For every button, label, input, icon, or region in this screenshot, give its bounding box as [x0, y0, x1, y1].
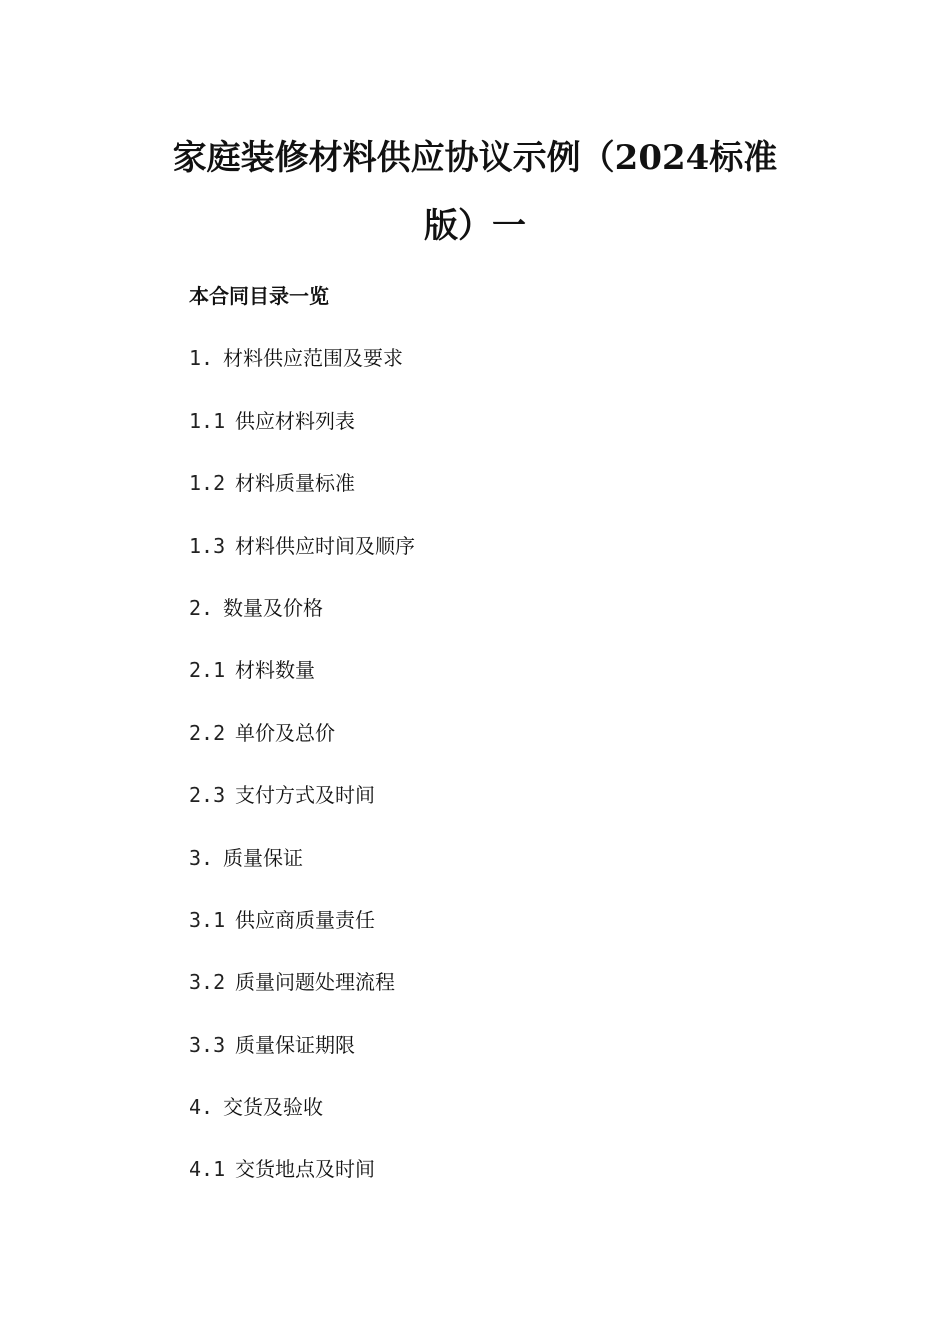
toc-item — [189, 528, 809, 590]
toc-item-number: 1.2 — [189, 471, 226, 496]
toc-item-text: 供应商质量责任 — [235, 907, 375, 932]
toc-item — [189, 340, 809, 402]
toc-item — [189, 1027, 809, 1089]
toc-item — [189, 777, 809, 839]
toc-item — [189, 465, 809, 527]
toc-item-number: 3.3 — [189, 1032, 226, 1057]
toc-item-text: 交货及验收 — [223, 1095, 323, 1120]
toc-item-number: 2.1 — [189, 658, 226, 683]
toc-item — [189, 652, 809, 714]
document-title: 家庭装修材料供应协议示例（2024标准版）一 — [172, 138, 778, 246]
toc-item-text: 材料供应时间及顺序 — [235, 533, 415, 558]
toc-item-number: 3.1 — [189, 907, 226, 932]
toc-list — [189, 340, 809, 1213]
toc-item-number: 2.3 — [189, 783, 226, 808]
toc-item-number: 1. — [189, 346, 214, 371]
toc-item-text: 材料供应范围及要求 — [223, 346, 403, 371]
toc-item — [189, 590, 809, 652]
toc-item-text: 数量及价格 — [223, 595, 323, 620]
toc-item-text: 供应材料列表 — [235, 408, 355, 433]
table-of-contents — [189, 278, 809, 1214]
toc-item — [189, 902, 809, 964]
toc-heading: 本合同目录一览 — [189, 284, 329, 308]
toc-item-text: 质量保证期限 — [235, 1032, 355, 1057]
toc-item — [189, 964, 809, 1026]
toc-item — [189, 715, 809, 777]
toc-item — [189, 403, 809, 465]
toc-item-number: 2.2 — [189, 720, 226, 745]
toc-item-text: 交货地点及时间 — [235, 1157, 375, 1182]
toc-item-number: 1.1 — [189, 408, 226, 433]
toc-item-number: 1.3 — [189, 533, 226, 558]
toc-item-text: 材料数量 — [235, 658, 315, 683]
toc-item-text: 单价及总价 — [235, 720, 335, 745]
toc-item — [189, 1151, 809, 1213]
toc-item-number: 3. — [189, 845, 214, 870]
toc-item-text: 质量保证 — [223, 845, 303, 870]
toc-item-number: 2. — [189, 595, 214, 620]
toc-item-text: 材料质量标准 — [235, 471, 355, 496]
toc-item-number: 4. — [189, 1095, 214, 1120]
toc-item-number: 4.1 — [189, 1157, 226, 1182]
toc-item-text: 质量问题处理流程 — [235, 970, 395, 995]
toc-item-number: 3.2 — [189, 970, 226, 995]
toc-item — [189, 840, 809, 902]
toc-item-text: 支付方式及时间 — [235, 783, 375, 808]
toc-item — [189, 1089, 809, 1151]
